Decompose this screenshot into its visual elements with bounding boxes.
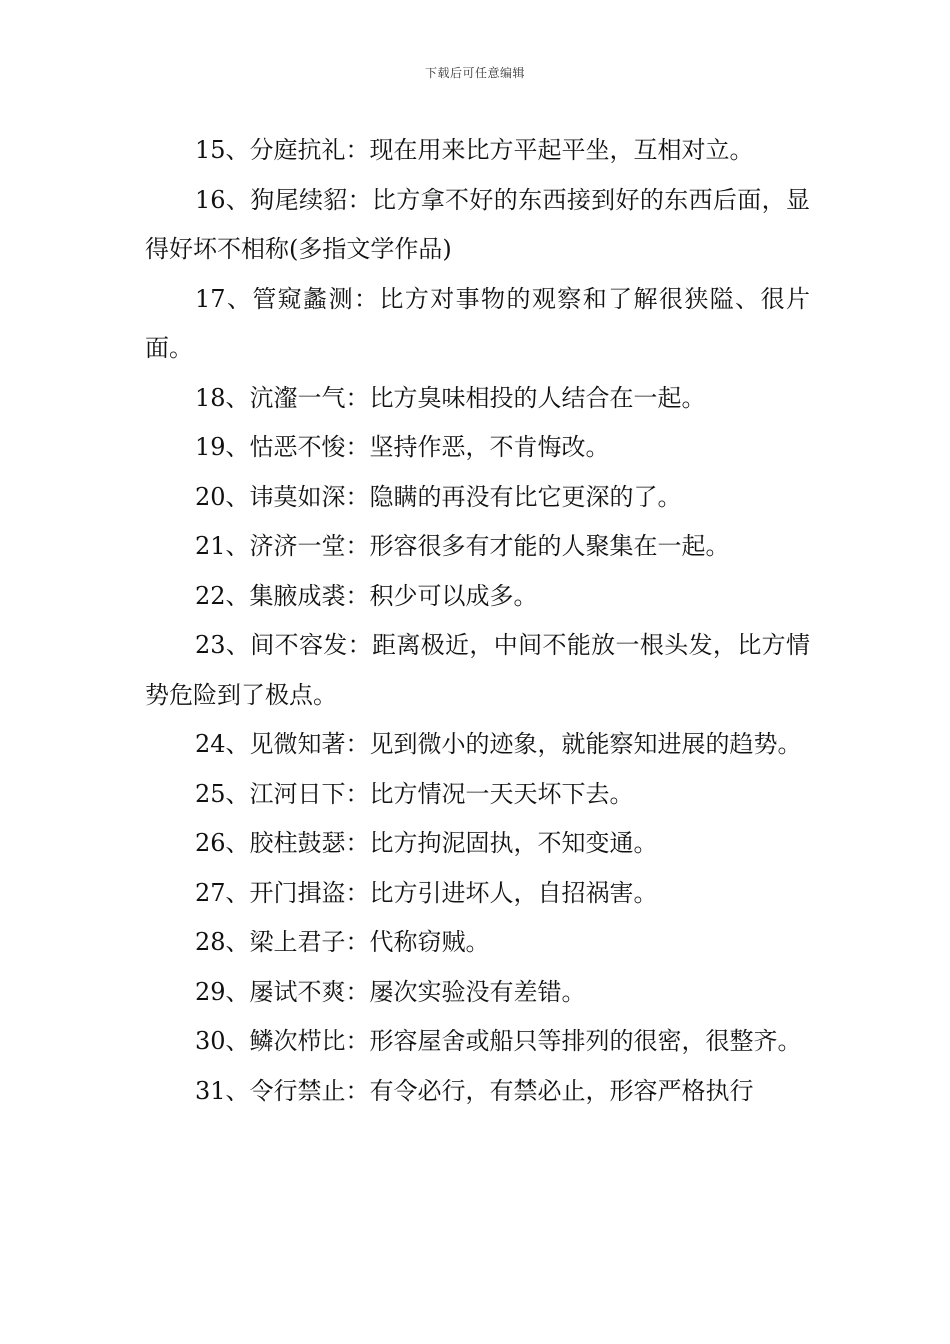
idiom-entry-29: 29、屡试不爽：屡次实验没有差错。: [195, 977, 586, 1006]
idiom-entry-17: 17、管窥蠡测：比方对事物的观察和了解很狭隘、很片面。: [145, 284, 810, 362]
idiom-entry-23: 23、间不容发：距离极近，中间不能放一根头发，比方情势危险到了极点。: [145, 631, 810, 709]
idiom-entry-24: 24、见微知著：见到微小的迹象，就能察知进展的趋势。: [195, 730, 802, 758]
idiom-entry-28: 28、梁上君子：代称窃贼。: [195, 928, 490, 956]
idiom-entry-19: 19、怙恶不悛：坚持作恶，不肯悔改。: [195, 433, 610, 461]
idiom-entry-20: 20、讳莫如深：隐瞒的再没有比它更深的了。: [195, 482, 682, 511]
idiom-entry-25: 25、江河日下：比方情况一天天坏下去。: [195, 779, 634, 808]
idiom-entry-31: 31、令行禁止：有令必行，有禁必止，形容严格执行: [195, 1076, 754, 1105]
idiom-entry-27: 27、开门揖盗：比方引进坏人，自招祸害。: [195, 878, 658, 907]
idiom-entry-21: 21、济济一堂：形容很多有才能的人聚集在一起。: [195, 532, 730, 560]
idiom-entry-15: 15、分庭抗礼：现在用来比方平起平坐，互相对立。: [195, 136, 754, 164]
idiom-entry-22: 22、集腋成裘：积少可以成多。: [195, 581, 538, 610]
idiom-entry-16: 16、狗尾续貂：比方拿不好的东西接到好的东西后面，显得好坏不相称(多指文学作品): [145, 185, 810, 263]
page-header: 下载后可任意编辑: [424, 66, 525, 80]
idiom-entry-18: 18、沆瀣一气：比方臭味相投的人结合在一起。: [195, 383, 706, 412]
document-body: [145, 126, 810, 1116]
idiom-entry-26: 26、胶柱鼓瑟：比方拘泥固执，不知变通。: [195, 829, 658, 857]
idiom-entry-30: 30、鳞次栉比：形容屋舍或船只等排列的很密，很整齐。: [195, 1027, 802, 1055]
